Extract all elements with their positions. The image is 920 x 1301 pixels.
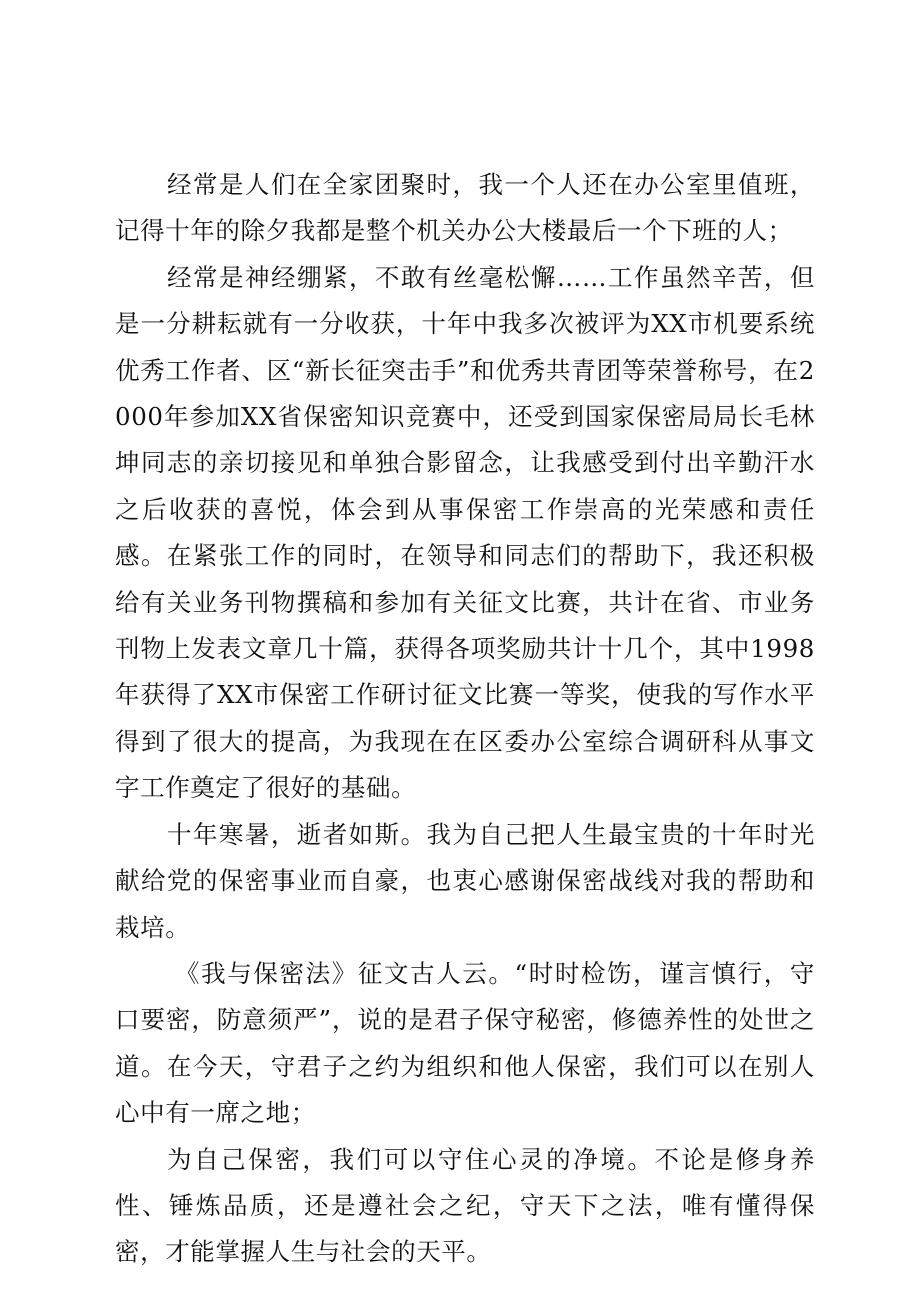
paragraph-2: 经常是神经绷紧，不敢有丝毫松懈……工作虽然辛苦，但是一分耕耘就有一分收获，十年中我多次被评为XX市机要系统优秀工作者、区“新长征突击手”和优秀共青团等荣誉称号，在2000年参加XX省保密知识竞赛中，还受到国家保密局局长毛林坤同志的亲切接见和单独合影留念，让我感受到付出辛勤汗水之后收获的喜悦，体会到从事保密工作崇高的光荣感和责任感。在紧张工作的同时，在领导和同志们的帮助下，我还积极给有关业务刊物撰稿和参加有关征文比赛，共计在省、市业务刊物上发表文章几十篇，获得各项奖励共计十几个，其中1998年获得了XX市保密工作研讨征文比赛一等奖，使我的写作水平得到了很大的提高，为我现在在区委办公室综合调研科从事文字工作奠定了很好的基础。 (115, 262, 815, 803)
paragraph-5: 为自己保密，我们可以守住心灵的净境。不论是修身养性、锤炼品质，还是遵社会之纪，守天下之法，唯有懂得保密，才能掌握人生与社会的天平。 (115, 1144, 815, 1267)
paragraph-4: 《我与保密法》征文古人云。“时时检饬，谨言慎行，守口要密，防意须严”，说的是君子保守秘密，修德养性的处世之道。在今天，守君子之约为组织和他人保密，我们可以在别人心中有一席之地； (115, 958, 815, 1128)
paragraph-3: 十年寒暑，逝者如斯。我为自己把人生最宝贵的十年时光献给党的保密事业而自豪，也衷心感谢保密战线对我的帮助和栽培。 (115, 819, 815, 942)
document-body (115, 162, 815, 1276)
paragraph-1: 经常是人们在全家团聚时，我一个人还在办公室里值班，记得十年的除夕我都是整个机关办公大楼最后一个下班的人； (115, 170, 815, 246)
